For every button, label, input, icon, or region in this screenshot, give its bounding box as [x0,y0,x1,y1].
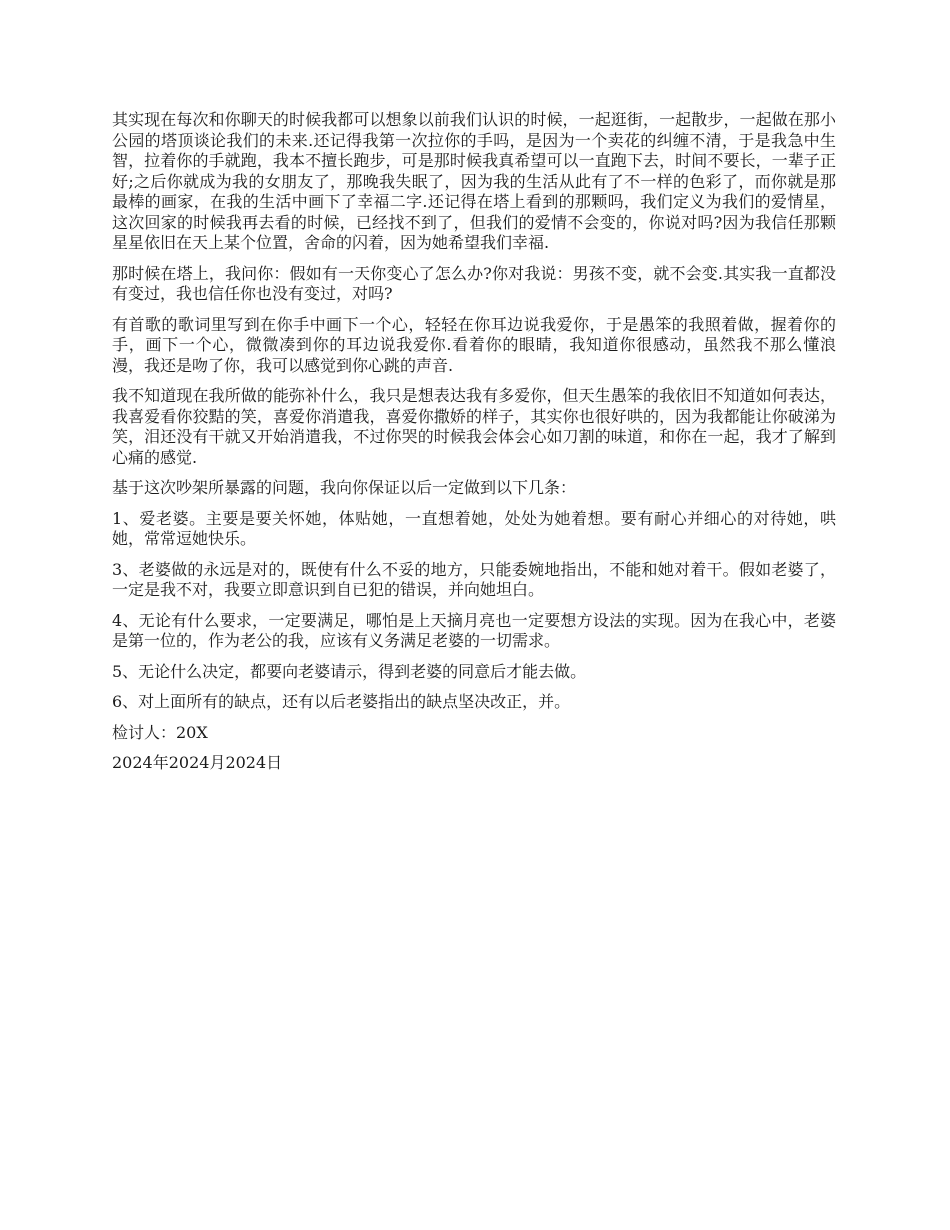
signature-line: 检讨人：20X [112,722,208,742]
paragraph-apology: 我不知道现在我所做的能弥补什么，我只是想表达我有多爱你，但天生愚笨的我依旧不知道如何表达，我喜爱看你狡黠的笑，喜爱你消遣我，喜爱你撒娇的样子，其实你也很好哄的，因为我都能让你破涕为笑，泪还没有干就又开始消遣我，不过你哭的时候我会体会心如刀割的味道，和你在一起，我才了解到心痛的感觉. [112,386,836,467]
paragraph-promise-intro: 基于这次吵架所暴露的问题，我向你保证以后一定做到以下几条： [112,478,577,497]
list-item-5: 5、无论什么决定，都要向老婆请示，得到老婆的同意后才能去做。 [112,661,587,681]
paragraph-song: 有首歌的歌词里写到在你手中画下一个心，轻轻在你耳边说我爱你，于是愚笨的我照着做，握着你的手，画下一个心，微微凑到你的耳边说我爱你.看着你的眼睛，我知道你很感动，虽然我不那么懂浪漫，我还是吻了你，我可以感觉到你心跳的声音. [112,314,836,375]
list-item-6: 6、对上面所有的缺点，还有以后老婆指出的缺点坚决改正，并。 [112,692,571,711]
list-item-3: 3、老婆做的永远是对的，既使有什么不妥的地方，只能委婉地指出，不能和她对着干。假如老婆了，一定是我不对，我要立即意识到自已犯的错误，并向她坦白。 [112,559,836,599]
list-item-4: 4、无论有什么要求，一定要满足，哪怕是上天摘月亮也一定要想方设法的实现。因为在我心中，老婆是第一位的，作为老公的我，应该有义务满足老婆的一切需求。 [112,610,836,650]
date-line: 2024年2024月2024日 [112,753,283,772]
paragraph-tower: 那时候在塔上，我问你：假如有一天你变心了怎么办?你对我说：男孩不变，就不会变.其实我一直都没有变过，我也信任你也没有变过，对吗? [112,263,836,303]
document-body [112,110,836,784]
list-item-1: 1、爱老婆。主要是要关怀她，体贴她，一直想着她，处处为她着想。要有耐心并细心的对待她，哄她，常常逗她快乐。 [112,508,836,548]
paragraph-memories: 其实现在每次和你聊天的时候我都可以想象以前我们认识的时候，一起逛街，一起散步，一起做在那小公园的塔顶谈论我们的未来.还记得我第一次拉你的手吗，是因为一个卖花的纠缠不清，于是我急中生智，拉着你的手就跑，我本不擅长跑步，可是那时候我真希望可以一直跑下去，时间不要长，一辈子正好;之后你就成为我的女朋友了，那晚我失眠了，因为我的生活从此有了不一样的色彩了，而你就是那最棒的画家，在我的生活中画下了幸福二字.还记得在塔上看到的那颗吗，我们定义为我们的爱情星，这次回家的时候我再去看的时候，已经找不到了，但我们的爱情不会变的，你说对吗?因为我信任那颗星星依旧在天上某个位置，舍命的闪着，因为她希望我们幸福. [112,110,836,252]
